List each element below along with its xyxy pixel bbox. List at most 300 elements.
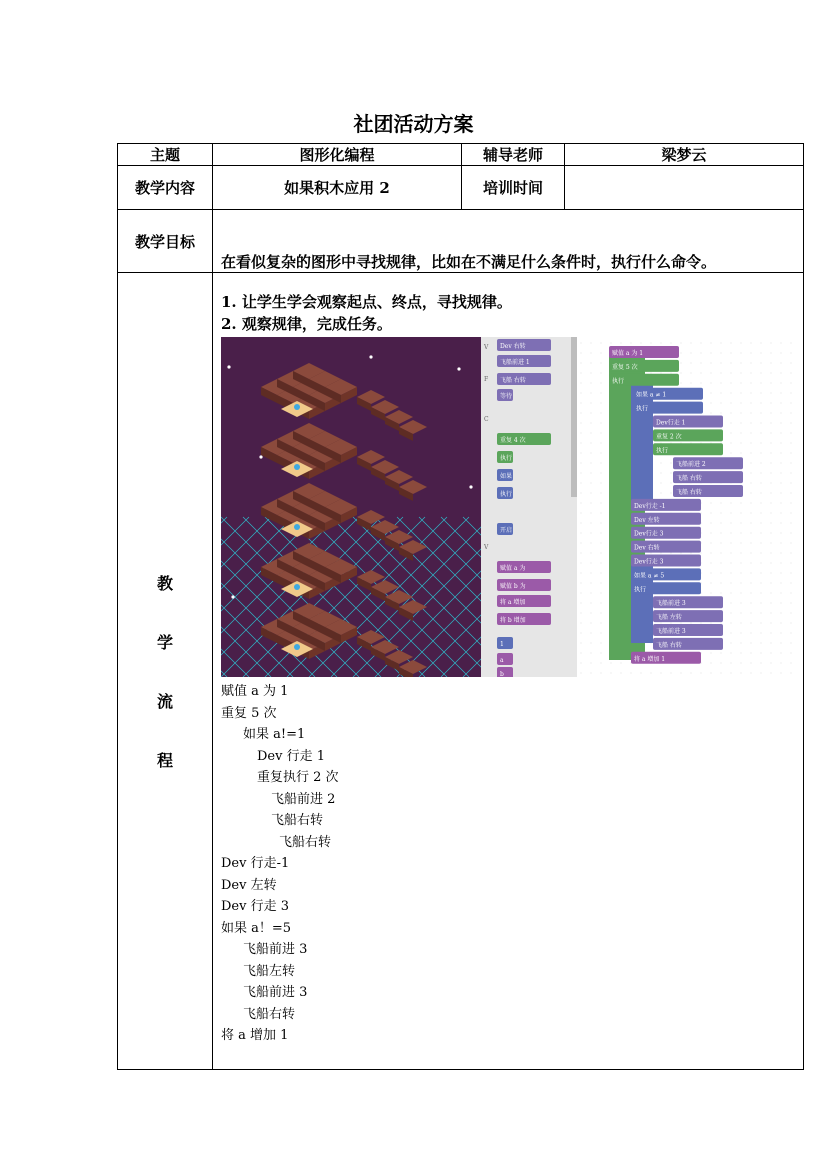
code-line: 飞船右转 bbox=[271, 813, 324, 828]
grid-dot bbox=[761, 443, 762, 444]
grid-dot bbox=[751, 563, 752, 564]
grid-dot bbox=[751, 513, 752, 514]
grid-dot bbox=[601, 593, 602, 594]
grid-dot bbox=[781, 443, 782, 444]
grid-dot bbox=[581, 543, 582, 544]
grid-dot bbox=[791, 373, 792, 374]
grid-dot bbox=[581, 633, 582, 634]
grid-dot bbox=[601, 673, 602, 674]
grid-dot bbox=[731, 623, 732, 624]
grid-dot bbox=[781, 383, 782, 384]
grid-dot bbox=[791, 483, 792, 484]
grid-dot bbox=[731, 553, 732, 554]
grid-dot bbox=[751, 643, 752, 644]
grid-dot bbox=[781, 653, 782, 654]
grid-dot bbox=[791, 473, 792, 474]
grid-dot bbox=[751, 373, 752, 374]
palette-section-label: V bbox=[484, 344, 489, 351]
script-block-label: 执行 bbox=[634, 586, 647, 594]
grid-dot bbox=[701, 383, 702, 384]
grid-dot bbox=[601, 583, 602, 584]
grid-dot bbox=[791, 613, 792, 614]
grid-dot bbox=[631, 673, 632, 674]
grid-dot bbox=[731, 443, 732, 444]
grid-dot bbox=[771, 533, 772, 534]
grid-dot bbox=[601, 363, 602, 364]
grid-dot bbox=[581, 643, 582, 644]
grid-dot bbox=[751, 453, 752, 454]
code-line: Dev 行走 1 bbox=[257, 748, 325, 764]
grid-dot bbox=[591, 493, 592, 494]
grid-dot bbox=[731, 423, 732, 424]
grid-dot bbox=[661, 463, 662, 464]
grid-dot bbox=[731, 513, 732, 514]
screenshot-svg bbox=[221, 337, 797, 677]
grid-dot bbox=[771, 513, 772, 514]
grid-dot bbox=[711, 573, 712, 574]
grid-dot bbox=[751, 623, 752, 624]
grid-dot bbox=[781, 523, 782, 524]
script-block-label: Dev行走 3 bbox=[634, 558, 664, 566]
grid-dot bbox=[721, 553, 722, 554]
grid-dot bbox=[701, 553, 702, 554]
grid-dot bbox=[591, 653, 592, 654]
grid-dot bbox=[741, 343, 742, 344]
grid-dot bbox=[761, 543, 762, 544]
grid-dot bbox=[781, 453, 782, 454]
grid-dot bbox=[781, 623, 782, 624]
grid-dot bbox=[751, 343, 752, 344]
script-block-label: Dev 左转 bbox=[634, 516, 660, 524]
grid-dot bbox=[711, 623, 712, 624]
grid-dot bbox=[711, 653, 712, 654]
grid-dot bbox=[601, 343, 602, 344]
grid-dot bbox=[591, 443, 592, 444]
grid-dot bbox=[771, 353, 772, 354]
grid-dot bbox=[771, 593, 772, 594]
grid-dot bbox=[751, 403, 752, 404]
grid-dot bbox=[721, 543, 722, 544]
code-line: Dev 行走 3 bbox=[221, 899, 289, 914]
grid-dot bbox=[581, 343, 582, 344]
palette-block-label: 飞船 右转 bbox=[500, 377, 526, 384]
star-icon bbox=[469, 485, 472, 488]
script-block-label: 如果 a ≠ 5 bbox=[634, 572, 665, 580]
grid-dot bbox=[741, 623, 742, 624]
grid-dot bbox=[691, 373, 692, 374]
grid-dot bbox=[681, 343, 682, 344]
grid-dot bbox=[781, 363, 782, 364]
script-block-label: 重复 5 次 bbox=[612, 363, 638, 371]
grid-dot bbox=[591, 593, 592, 594]
grid-dot bbox=[781, 553, 782, 554]
grid-dot bbox=[671, 673, 672, 674]
grid-dot bbox=[721, 363, 722, 364]
grid-dot bbox=[781, 573, 782, 574]
grid-dot bbox=[731, 633, 732, 634]
grid-dot bbox=[731, 453, 732, 454]
grid-dot bbox=[791, 553, 792, 554]
script-block-label: 执行 bbox=[612, 377, 625, 385]
grid-dot bbox=[731, 563, 732, 564]
grid-dot bbox=[591, 513, 592, 514]
grid-dot bbox=[761, 513, 762, 514]
grid-dot bbox=[731, 373, 732, 374]
grid-dot bbox=[671, 493, 672, 494]
grid-dot bbox=[711, 363, 712, 364]
grid-dot bbox=[751, 533, 752, 534]
grid-dot bbox=[601, 463, 602, 464]
grid-dot bbox=[791, 403, 792, 404]
script-block-label: 赋值 a 为 1 bbox=[612, 350, 644, 357]
grid-dot bbox=[791, 663, 792, 664]
grid-dot bbox=[601, 663, 602, 664]
grid-dot bbox=[721, 673, 722, 674]
grid-dot bbox=[581, 573, 582, 574]
code-line: 飞船前进 3 bbox=[243, 942, 308, 957]
grid-dot bbox=[761, 373, 762, 374]
grid-dot bbox=[781, 473, 782, 474]
grid-dot bbox=[581, 663, 582, 664]
grid-dot bbox=[581, 513, 582, 514]
grid-dot bbox=[741, 523, 742, 524]
palette-block-label: Dev 右转 bbox=[500, 343, 526, 350]
grid-dot bbox=[591, 463, 592, 464]
code-line: 将 a 增加 1 bbox=[221, 1028, 289, 1043]
grid-dot bbox=[681, 673, 682, 674]
grid-dot bbox=[771, 483, 772, 484]
grid-dot bbox=[791, 573, 792, 574]
grid-dot bbox=[731, 403, 732, 404]
grid-dot bbox=[691, 673, 692, 674]
palette-block-label: 1 bbox=[500, 641, 504, 648]
grid-dot bbox=[601, 633, 602, 634]
script-block-label: 飞船 右转 bbox=[656, 641, 682, 649]
grid-dot bbox=[601, 623, 602, 624]
grid-dot bbox=[771, 383, 772, 384]
script-block-label: 飞船 右转 bbox=[676, 475, 702, 483]
grid-dot bbox=[621, 343, 622, 344]
grid-dot bbox=[601, 573, 602, 574]
grid-dot bbox=[771, 473, 772, 474]
step-item: 2. 观察规律，完成任务。 bbox=[221, 315, 392, 333]
grid-dot bbox=[781, 563, 782, 564]
grid-dot bbox=[761, 633, 762, 634]
grid-dot bbox=[591, 453, 592, 454]
grid-dot bbox=[621, 663, 622, 664]
code-line: Dev 行走-1 bbox=[221, 856, 290, 871]
code-line: 重复 5 次 bbox=[221, 705, 277, 721]
block-palette bbox=[481, 337, 577, 677]
grid-dot bbox=[711, 513, 712, 514]
palette-block-label: 重复 4 次 bbox=[500, 437, 526, 444]
grid-dot bbox=[601, 353, 602, 354]
grid-dot bbox=[591, 363, 592, 364]
grid-dot bbox=[751, 493, 752, 494]
grid-dot bbox=[781, 663, 782, 664]
game-screenshot bbox=[221, 337, 797, 677]
grid-dot bbox=[791, 493, 792, 494]
grid-dot bbox=[601, 403, 602, 404]
grid-dot bbox=[781, 593, 782, 594]
grid-dot bbox=[761, 413, 762, 414]
grid-dot bbox=[581, 563, 582, 564]
goal-value: 在看似复杂的图形中寻找规律，比如在不满足什么条件时，执行什么命令。 bbox=[213, 210, 804, 273]
grid-dot bbox=[631, 343, 632, 344]
grid-dot bbox=[741, 673, 742, 674]
grid-dot bbox=[781, 373, 782, 374]
grid-dot bbox=[601, 553, 602, 554]
grid-dot bbox=[691, 623, 692, 624]
grid-dot bbox=[791, 583, 792, 584]
grid-dot bbox=[721, 513, 722, 514]
grid-dot bbox=[601, 643, 602, 644]
grid-dot bbox=[601, 533, 602, 534]
grid-dot bbox=[741, 453, 742, 454]
grid-dot bbox=[741, 433, 742, 434]
grid-dot bbox=[711, 553, 712, 554]
grid-dot bbox=[581, 453, 582, 454]
grid-dot bbox=[791, 543, 792, 544]
grid-dot bbox=[781, 503, 782, 504]
grid-dot bbox=[791, 423, 792, 424]
grid-dot bbox=[791, 513, 792, 514]
grid-dot bbox=[771, 363, 772, 364]
grid-dot bbox=[731, 353, 732, 354]
grid-dot bbox=[761, 533, 762, 534]
grid-dot bbox=[741, 353, 742, 354]
grid-dot bbox=[731, 573, 732, 574]
grid-dot bbox=[741, 403, 742, 404]
grid-dot bbox=[741, 613, 742, 614]
grid-dot bbox=[701, 353, 702, 354]
star-icon bbox=[227, 365, 230, 368]
palette-block-label: 飞船前进 1 bbox=[500, 359, 530, 366]
grid-dot bbox=[721, 343, 722, 344]
grid-dot bbox=[751, 433, 752, 434]
grid-dot bbox=[601, 483, 602, 484]
grid-dot bbox=[771, 453, 772, 454]
grid-dot bbox=[761, 473, 762, 474]
script-block-label: Dev行走 3 bbox=[634, 530, 664, 538]
grid-dot bbox=[761, 493, 762, 494]
grid-dot bbox=[731, 503, 732, 504]
grid-dot bbox=[761, 393, 762, 394]
grid-dot bbox=[791, 393, 792, 394]
grid-dot bbox=[601, 563, 602, 564]
grid-dot bbox=[711, 403, 712, 404]
grid-dot bbox=[741, 573, 742, 574]
grid-dot bbox=[751, 613, 752, 614]
grid-dot bbox=[721, 563, 722, 564]
script-block-label: 重复 2 次 bbox=[656, 433, 682, 441]
grid-dot bbox=[591, 583, 592, 584]
grid-dot bbox=[721, 583, 722, 584]
grid-dot bbox=[711, 353, 712, 354]
grid-dot bbox=[601, 373, 602, 374]
flow-char: 流 bbox=[156, 692, 173, 711]
grid-dot bbox=[751, 663, 752, 664]
grid-dot bbox=[761, 583, 762, 584]
code-line: 飞船右转 bbox=[243, 1006, 296, 1022]
grid-dot bbox=[581, 353, 582, 354]
grid-dot bbox=[671, 373, 672, 374]
grid-dot bbox=[781, 413, 782, 414]
grid-dot bbox=[591, 433, 592, 434]
grid-dot bbox=[761, 643, 762, 644]
grid-dot bbox=[661, 483, 662, 484]
grid-dot bbox=[791, 563, 792, 564]
grid-dot bbox=[741, 543, 742, 544]
script-block-label: 飞船前进 3 bbox=[656, 628, 686, 635]
grid-dot bbox=[771, 523, 772, 524]
grid-dot bbox=[671, 483, 672, 484]
grid-dot bbox=[771, 543, 772, 544]
flow-content bbox=[213, 273, 804, 1070]
grid-dot bbox=[711, 373, 712, 374]
grid-dot bbox=[741, 603, 742, 604]
palette-block-label: a bbox=[500, 657, 504, 664]
grid-dot bbox=[711, 413, 712, 414]
grid-dot bbox=[581, 423, 582, 424]
palette-block-label: 将 b 增加 bbox=[500, 617, 526, 624]
grid-dot bbox=[581, 583, 582, 584]
grid-dot bbox=[741, 513, 742, 514]
grid-dot bbox=[581, 403, 582, 404]
grid-dot bbox=[701, 513, 702, 514]
grid-dot bbox=[791, 383, 792, 384]
grid-dot bbox=[791, 633, 792, 634]
grid-dot bbox=[611, 673, 612, 674]
grid-dot bbox=[581, 463, 582, 464]
grid-dot bbox=[601, 603, 602, 604]
grid-dot bbox=[721, 413, 722, 414]
grid-dot bbox=[581, 493, 582, 494]
palette-section-label: C bbox=[484, 416, 489, 423]
grid-dot bbox=[581, 593, 582, 594]
grid-dot bbox=[761, 433, 762, 434]
grid-dot bbox=[771, 423, 772, 424]
grid-dot bbox=[701, 373, 702, 374]
grid-dot bbox=[791, 503, 792, 504]
grid-dot bbox=[711, 503, 712, 504]
grid-dot bbox=[681, 623, 682, 624]
grid-dot bbox=[591, 413, 592, 414]
grid-dot bbox=[581, 553, 582, 554]
grid-dot bbox=[581, 363, 582, 364]
grid-dot bbox=[721, 523, 722, 524]
grid-dot bbox=[791, 643, 792, 644]
grid-dot bbox=[591, 473, 592, 474]
script-block-label: 飞船 右转 bbox=[676, 489, 702, 496]
grid-dot bbox=[591, 553, 592, 554]
step-item: 1. 让学生学会观察起点、终点，寻找规律。 bbox=[221, 293, 512, 311]
grid-dot bbox=[781, 633, 782, 634]
script-block-label: 飞船前进 3 bbox=[656, 600, 686, 608]
subject-value: 图形化编程 bbox=[213, 144, 462, 166]
grid-dot bbox=[761, 603, 762, 604]
grid-dot bbox=[731, 543, 732, 544]
grid-dot bbox=[771, 573, 772, 574]
grid-dot bbox=[771, 503, 772, 504]
grid-dot bbox=[751, 413, 752, 414]
marker-icon bbox=[294, 404, 300, 410]
grid-dot bbox=[761, 673, 762, 674]
grid-dot bbox=[781, 493, 782, 494]
grid-dot bbox=[791, 443, 792, 444]
grid-dot bbox=[601, 433, 602, 434]
grid-dot bbox=[701, 363, 702, 364]
grid-dot bbox=[711, 563, 712, 564]
grid-dot bbox=[581, 603, 582, 604]
grid-dot bbox=[591, 643, 592, 644]
grid-dot bbox=[601, 543, 602, 544]
grid-dot bbox=[601, 423, 602, 424]
code-line: 飞船右转 bbox=[279, 834, 332, 850]
grid-dot bbox=[741, 393, 742, 394]
grid-dot bbox=[791, 463, 792, 464]
grid-dot bbox=[791, 343, 792, 344]
script-block-label: 执行 bbox=[636, 405, 649, 413]
grid-dot bbox=[721, 593, 722, 594]
code-line: Dev 左转 bbox=[221, 877, 277, 893]
grid-dot bbox=[641, 673, 642, 674]
grid-dot bbox=[731, 583, 732, 584]
script-block-label: 飞船 左转 bbox=[656, 614, 682, 622]
grid-dot bbox=[661, 493, 662, 494]
grid-dot bbox=[761, 653, 762, 654]
grid-dot bbox=[741, 503, 742, 504]
grid-dot bbox=[781, 603, 782, 604]
grid-dot bbox=[591, 483, 592, 484]
grid-dot bbox=[701, 673, 702, 674]
grid-dot bbox=[791, 533, 792, 534]
grid-dot bbox=[761, 423, 762, 424]
grid-dot bbox=[601, 513, 602, 514]
grid-dot bbox=[771, 623, 772, 624]
grid-dot bbox=[751, 553, 752, 554]
grid-dot bbox=[761, 383, 762, 384]
grid-dot bbox=[741, 653, 742, 654]
palette-scrollbar[interactable] bbox=[571, 337, 577, 497]
grid-dot bbox=[781, 343, 782, 344]
grid-dot bbox=[761, 363, 762, 364]
grid-dot bbox=[751, 633, 752, 634]
grid-dot bbox=[721, 663, 722, 664]
grid-dot bbox=[601, 453, 602, 454]
grid-dot bbox=[581, 383, 582, 384]
grid-dot bbox=[761, 553, 762, 554]
grid-dot bbox=[591, 353, 592, 354]
grid-dot bbox=[661, 373, 662, 374]
grid-dot bbox=[591, 503, 592, 504]
grid-dot bbox=[711, 673, 712, 674]
grid-dot bbox=[731, 363, 732, 364]
grid-dot bbox=[751, 463, 752, 464]
script-block-label: 执行 bbox=[656, 447, 669, 455]
grid-dot bbox=[591, 573, 592, 574]
grid-dot bbox=[741, 553, 742, 554]
grid-dot bbox=[771, 673, 772, 674]
flow-char: 程 bbox=[156, 751, 173, 770]
grid-dot bbox=[731, 383, 732, 384]
grid-dot bbox=[721, 623, 722, 624]
grid-dot bbox=[751, 443, 752, 444]
grid-dot bbox=[681, 353, 682, 354]
grid-dot bbox=[601, 393, 602, 394]
grid-dot bbox=[791, 353, 792, 354]
grid-dot bbox=[731, 533, 732, 534]
